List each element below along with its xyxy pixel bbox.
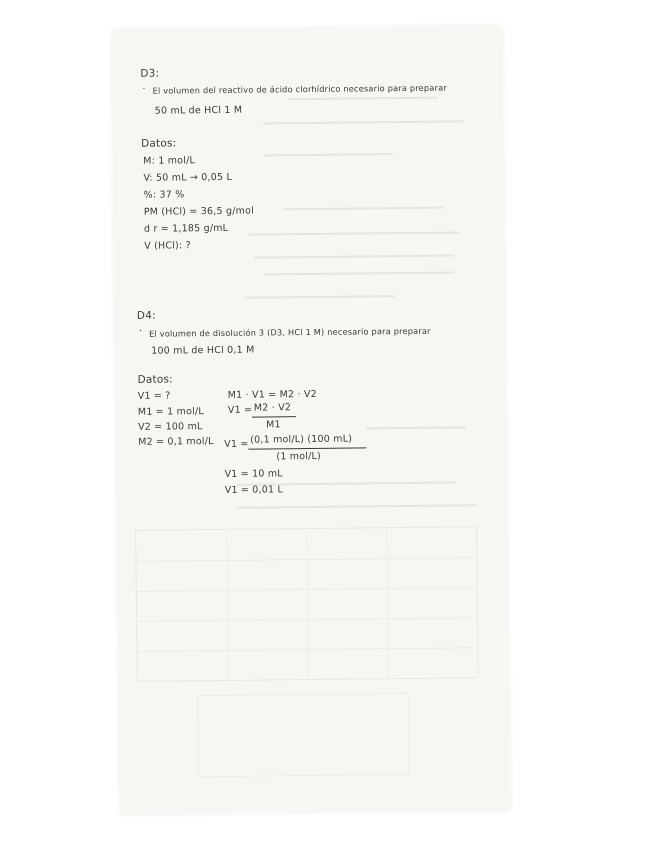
d3-dato: M: 1 mol/L: [143, 155, 196, 167]
d4-result-1: V1 = 10 mL: [224, 468, 283, 480]
d3-dato: %: 37 %: [143, 189, 185, 201]
d4-dato: V2 = 100 mL: [138, 421, 203, 433]
d4-v1-denominator: M1: [265, 419, 281, 431]
d4-sub-left: V1 =: [224, 438, 249, 450]
d4-result-2: V1 = 0,01 L: [224, 484, 284, 496]
bleed-mark: [263, 120, 463, 124]
d4-statement-line2: 100 mL de HCl 0,1 M: [151, 344, 255, 357]
d4-dato: M2 = 0,1 mol/L: [138, 436, 214, 448]
d3-statement-line2: 50 mL de HCl 1 M: [154, 104, 243, 117]
d4-sub-numerator: (0,1 mol/L) (100 mL): [250, 433, 353, 446]
fraction-bar: [248, 447, 366, 449]
d4-formula: M1 · V1 = M2 · V2: [227, 388, 317, 401]
bleed-mark: [237, 504, 477, 509]
d3-statement-line1: El volumen del reactivo de ácido clorhídrico necesario para preparar: [152, 82, 447, 96]
bleed-table: [135, 526, 479, 682]
bleed-mark: [245, 295, 395, 299]
bleed-box: [197, 693, 410, 777]
paper-sheet: [112, 26, 510, 814]
d4-bullet: ·: [139, 325, 143, 337]
bleed-mark: [284, 207, 444, 211]
bleed-mark: [249, 231, 459, 235]
d4-v1-eq-left: V1 =: [227, 404, 253, 416]
d4-v1-numerator: M2 · V2: [253, 402, 292, 414]
d4-dato: M1 = 1 mol/L: [137, 406, 204, 418]
d4-dato: V1 = ?: [137, 390, 171, 402]
d3-dato: d r = 1,185 g/mL: [143, 222, 229, 235]
bleed-mark: [288, 97, 438, 101]
bleed-mark: [264, 271, 454, 275]
d3-dato: PM (HCl) = 36,5 g/mol: [143, 205, 254, 218]
d4-sub-denominator: (1 mol/L): [276, 450, 321, 463]
d4-datos-label: Datos:: [137, 373, 173, 386]
bleed-mark: [254, 254, 454, 258]
d4-label: D4:: [136, 309, 156, 322]
d3-dato: V: 50 mL → 0,05 L: [143, 171, 232, 184]
d3-dato: V (HCl): ?: [144, 240, 191, 252]
d3-datos-label: Datos:: [141, 137, 177, 150]
bleed-mark: [263, 153, 393, 156]
d4-statement-line1: El volumen de disolución 3 (D3, HCl 1 M) necesario para preparar: [149, 325, 431, 339]
d3-bullet: ·: [142, 83, 146, 95]
bleed-mark: [366, 426, 466, 429]
fraction-bar: [252, 416, 296, 417]
d3-label: D3:: [140, 67, 160, 80]
